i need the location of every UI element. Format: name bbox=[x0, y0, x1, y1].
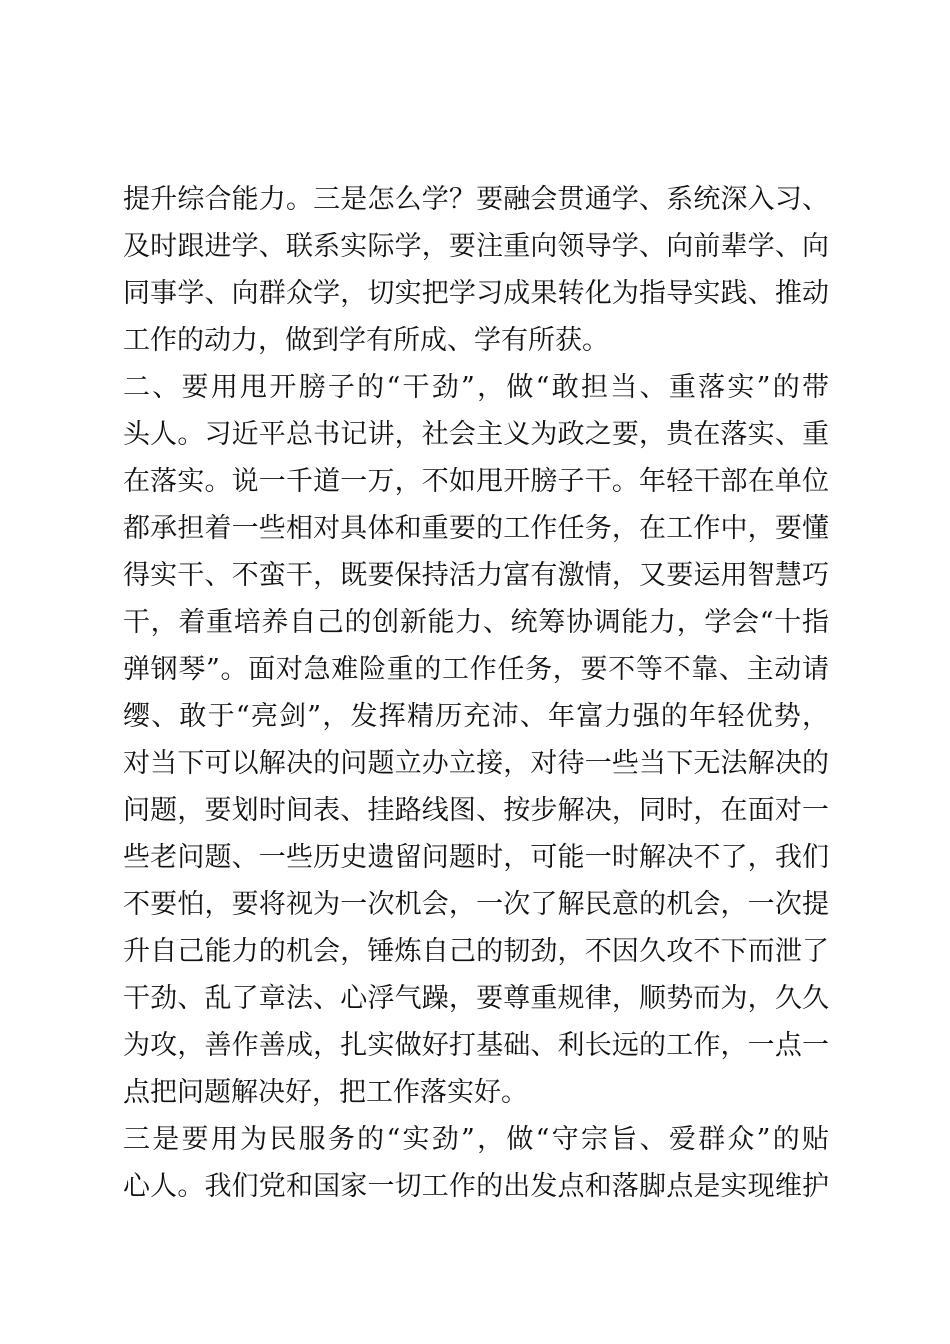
text-line: 二、要用甩开膀子的“干劲”，做“敢担当、重落实”的带 bbox=[123, 372, 829, 403]
text-line: 些老问题、一些历史遗留问题时，可能一时解决不了，我们 bbox=[123, 842, 829, 873]
text-line: 问题，要划时间表、挂路线图、按步解决，同时，在面对一 bbox=[123, 795, 829, 826]
text-line: 提升综合能力。三是怎么学？要融会贯通学、系统深入习、 bbox=[123, 184, 829, 215]
text-line: 同事学、向群众学，切实把学习成果转化为指导实践、推动 bbox=[123, 278, 829, 309]
text-line: 心人。我们党和国家一切工作的出发点和落脚点是实现维护 bbox=[123, 1171, 829, 1202]
text-line: 升自己能力的机会，锤炼自己的韧劲，不因久攻不下而泄了 bbox=[123, 936, 829, 967]
text-line: 得实干、不蛮干，既要保持活力富有激情，又要运用智慧巧 bbox=[123, 560, 829, 591]
text-line: 干，着重培养自己的创新能力、统筹协调能力，学会“十指 bbox=[123, 607, 829, 638]
text-line: 及时跟进学、联系实际学，要注重向领导学、向前辈学、向 bbox=[123, 231, 829, 262]
text-line: 缨、敢于“亮剑”，发挥精历充沛、年富力强的年轻优势， bbox=[123, 701, 829, 732]
body-text bbox=[123, 176, 829, 1210]
text-line: 头人。习近平总书记讲，社会主义为政之要，贵在落实、重 bbox=[123, 419, 829, 450]
text-line: 弹钢琴”。面对急难险重的工作任务，要不等不靠、主动请 bbox=[123, 654, 829, 685]
text-line: 为攻，善作善成，扎实做好打基础、利长远的工作，一点一 bbox=[123, 1030, 829, 1061]
text-line: 三是要用为民服务的“实劲”，做“守宗旨、爱群众”的贴 bbox=[123, 1124, 829, 1155]
text-line: 对当下可以解决的问题立办立接，对待一些当下无法解决的 bbox=[123, 748, 829, 779]
text-line: 在落实。说一千道一万，不如甩开膀子干。年轻干部在单位 bbox=[123, 466, 829, 497]
text-line: 点把问题解决好，把工作落实好。 bbox=[123, 1077, 528, 1108]
text-line: 工作的动力，做到学有所成、学有所获。 bbox=[123, 325, 609, 356]
text-line: 干劲、乱了章法、心浮气躁，要尊重规律，顺势而为，久久 bbox=[123, 983, 829, 1014]
text-line: 不要怕，要将视为一次机会，一次了解民意的机会，一次提 bbox=[123, 889, 829, 920]
text-line: 都承担着一些相对具体和重要的工作任务，在工作中，要懂 bbox=[123, 513, 829, 544]
